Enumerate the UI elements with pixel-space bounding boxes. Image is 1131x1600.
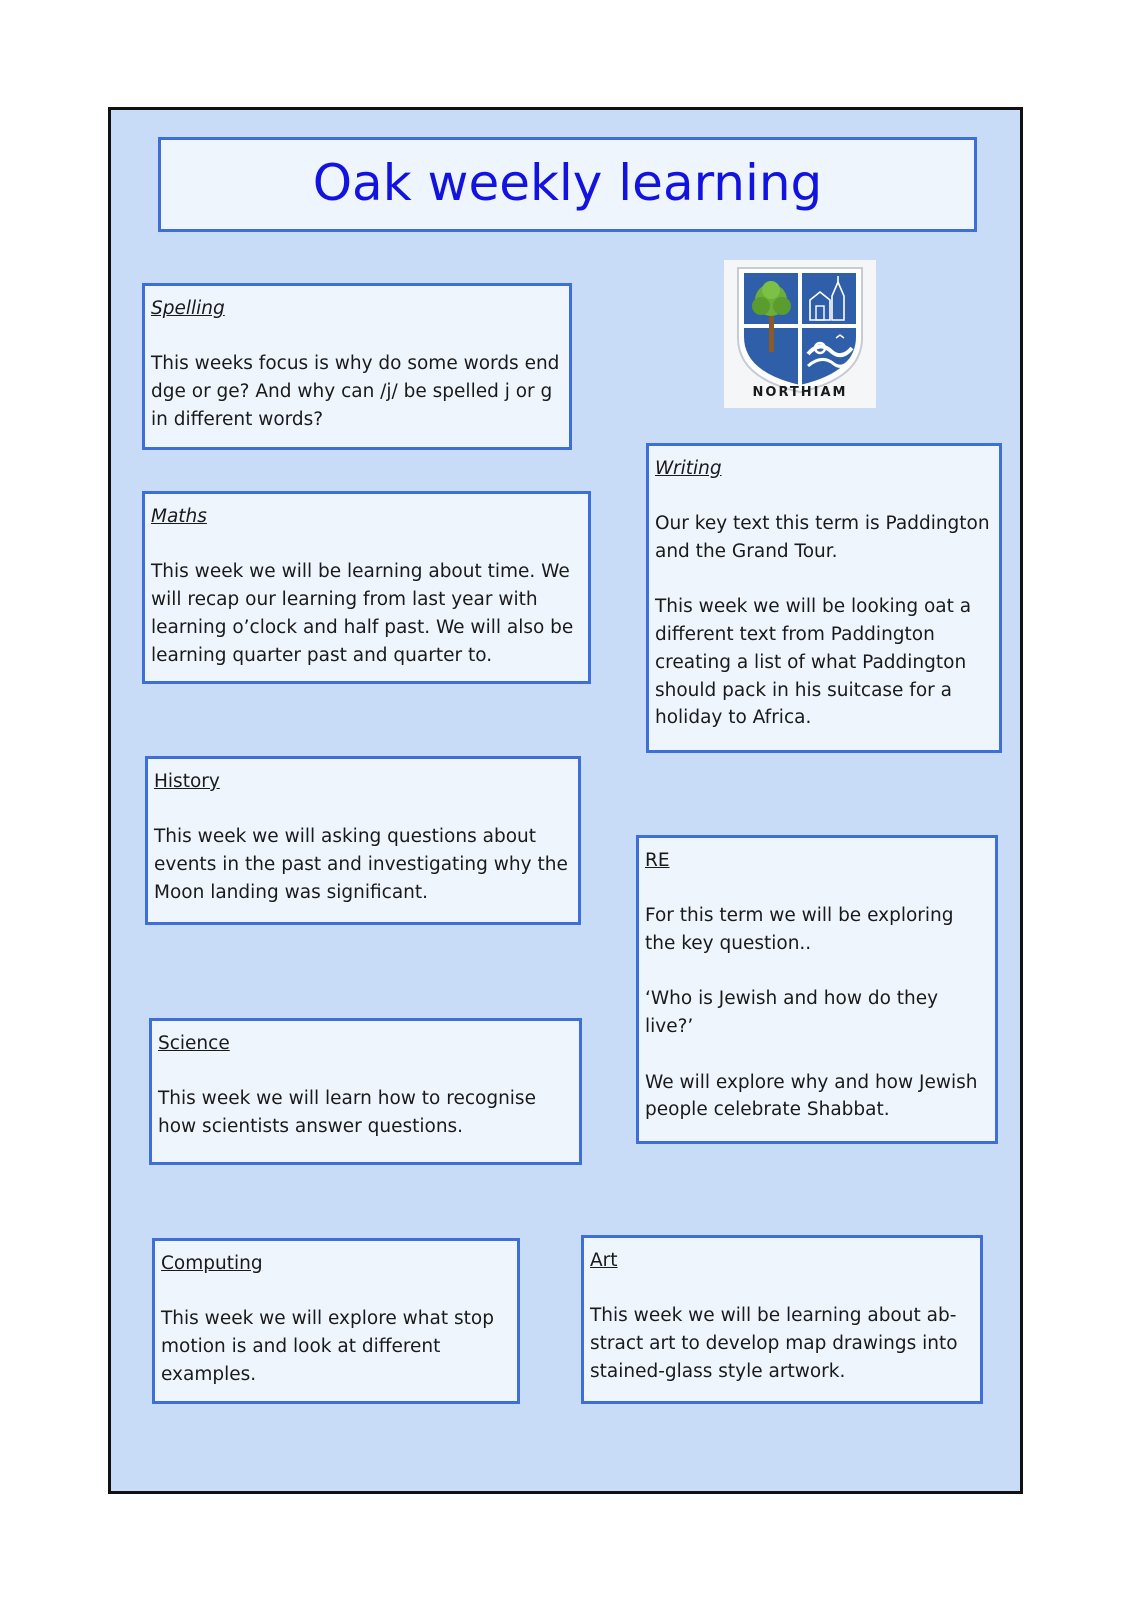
title-box bbox=[158, 137, 977, 232]
spelling-text: This weeks focus is why do some words end dge or ge? And why can /j/ be spelled j or g in different words? bbox=[151, 353, 560, 430]
logo-text: NORTHIAM bbox=[752, 385, 848, 400]
re-text-3: We will explore why and how Jewish people celebrate Shabbat. bbox=[645, 1071, 978, 1121]
spelling-box bbox=[142, 283, 572, 450]
history-text: This week we will asking questions about events in the past and investigating why the Moon landing was significant. bbox=[154, 826, 568, 903]
writing-text-1: Our key text this term is Paddington and the Grand Tour. bbox=[655, 513, 990, 563]
writing-heading: Writing bbox=[655, 458, 722, 479]
spelling-heading: Spelling bbox=[151, 298, 225, 319]
art-text: This week we will be learning about ab-stract art to develop map drawings into stained-glass style artwork. bbox=[590, 1305, 958, 1382]
computing-heading: Computing bbox=[161, 1253, 263, 1274]
history-box bbox=[145, 756, 581, 925]
computing-box bbox=[152, 1238, 520, 1404]
maths-text: This week we will be learning about time. We will recap our learning from last year with learning o’clock and half past. We will also be learning quarter past and quarter to. bbox=[151, 561, 574, 666]
maths-heading: Maths bbox=[151, 506, 207, 527]
re-text-1: For this term we will be exploring the key question.. bbox=[645, 905, 954, 955]
re-heading: RE bbox=[645, 850, 670, 871]
art-heading: Art bbox=[590, 1250, 618, 1271]
northiam-school-crest-icon bbox=[724, 260, 876, 408]
writing-text-2: This week we will be looking oat a different text from Paddington creating a list of what Paddington should pack in his suitcase for a holiday to Africa. bbox=[655, 596, 972, 729]
page-title: Oak weekly learning bbox=[312, 153, 823, 212]
history-heading: History bbox=[154, 771, 220, 792]
writing-box bbox=[646, 443, 1002, 753]
science-text: This week we will learn how to recognise how scientists answer questions. bbox=[158, 1088, 536, 1138]
maths-box bbox=[142, 491, 591, 684]
science-box bbox=[149, 1018, 582, 1165]
re-text-2: ‘Who is Jewish and how do they live?’ bbox=[645, 988, 939, 1038]
computing-text: This week we will explore what stop motion is and look at different examples. bbox=[161, 1308, 494, 1385]
school-logo bbox=[724, 260, 876, 408]
art-box bbox=[581, 1235, 983, 1404]
science-heading: Science bbox=[158, 1033, 230, 1054]
re-box bbox=[636, 835, 998, 1144]
